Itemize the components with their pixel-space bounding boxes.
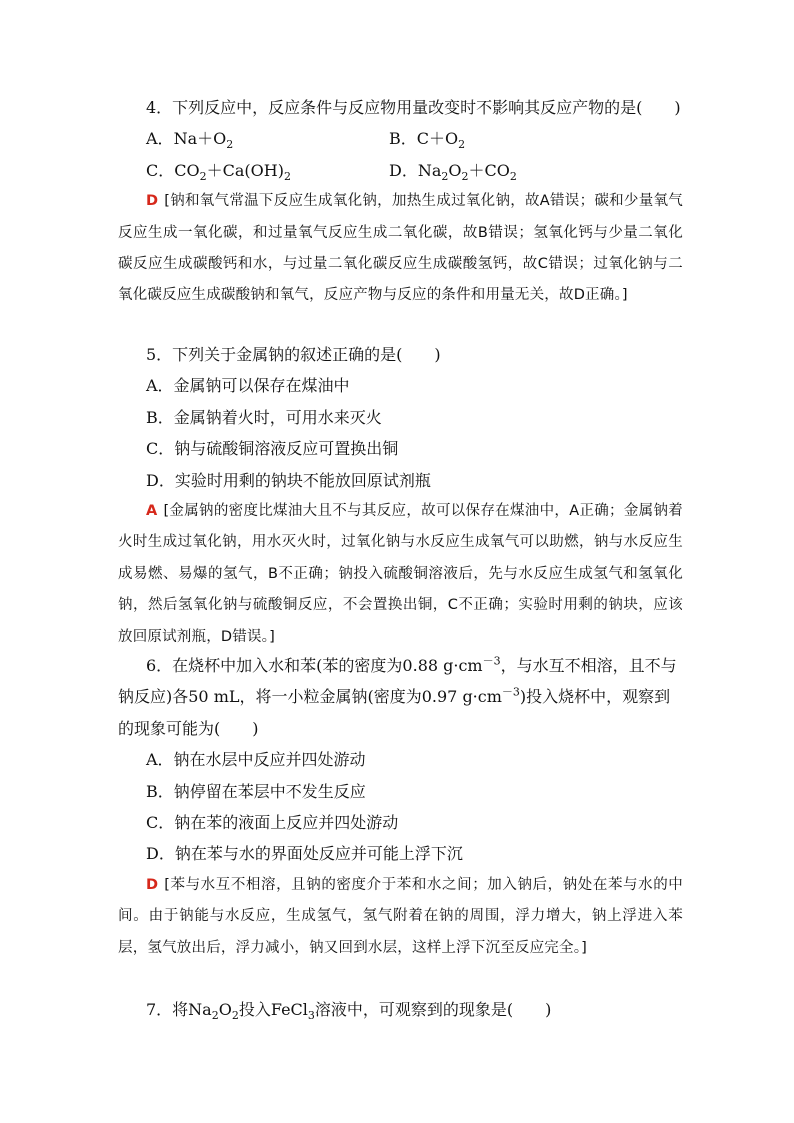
q4-option-a: A．$Na+O_2$ [146, 129, 234, 152]
q6-option-a: A．钠在水层中反应并四处游动 [146, 750, 366, 770]
q4-option-b: B．$C+O_2$ [389, 129, 466, 152]
question-4 [118, 92, 683, 312]
q6-option-b: B．钠停留在苯层中不发生反应 [146, 781, 366, 801]
q5-option-c: C．钠与硫酸铜溶液反应可置换出铜 [146, 439, 399, 459]
q4-answer-text: [钠和氧气常温下反应生成氧化钠，加热生成过氧化钠，故A错误；碳和少量氧气反应生成一氧化碳，和过量氧气反应生成二氧化碳，故B错误；氢氧化钙与少量二氧化碳反应生成碳酸钙和水，与过量二氧化碳反应生成碳酸氢钙，故C错误；过氧化钠与二氧化碳反应生成碳酸钠和氧气，反应产物与反应的条件和用量无关，故D正确。] [118, 193, 683, 304]
question-4-stem: 4．下列反应中，反应条件与反应物用量改变时不影响其反应产物的是( ) [146, 98, 681, 117]
q6-option-d: D．钠在苯与水的界面处反应并可能上浮下沉 [146, 844, 463, 864]
question-7-stem: 7．将$Na_2O_2$投入FeCl$_3$溶液中，可观察到的现象是( ) [146, 1000, 552, 1023]
q5-option-b: B．金属钠着火时，可用水来灭火 [146, 407, 382, 427]
q5-answer-text: [金属钠的密度比煤油大且不与其反应，故可以保存在煤油中，A正确；金属钠着火时生成过氧化钠，用水灭火时，过氧化钠与水反应生成氧气可以助燃，钠与水反应生成易燃、易爆的氢气，B不正确；钠投入硫酸铜溶液后，先与水反应生成氢气和氢氧化钠，然后氢氧化钠与硫酸铜反应，不会置换出铜，C不正确；实验时用剩的钠块，应该放回原试剂瓶，D错误。] [118, 502, 683, 645]
question-5-stem: 5．下列关于金属钠的叙述正确的是( ) [146, 345, 441, 364]
q5-option-a: A．金属钠可以保存在煤油中 [146, 376, 350, 396]
q4-answer-explanation [118, 186, 683, 312]
question-6-stem: 6．在烧杯中加入水和苯(苯的密度为0.88 $g\cdot cm^{-3}$，与水互不相溶，且不与钠反应)各50 mL，将一小粒金属钠(密度为0.97 $g\cdot cm^{-3}$)投入烧杯中，观察到的现象可能为( ) [118, 654, 677, 738]
q5-answer-key: A [146, 502, 158, 519]
q5-option-d: D．实验时用剩的钠块不能放回原试剂瓶 [146, 470, 431, 490]
q6-option-c: C．钠在苯的液面上反应并四处游动 [146, 813, 399, 832]
question-6 [118, 650, 683, 964]
q6-answer-explanation [118, 870, 683, 964]
question-7 [118, 994, 683, 1025]
q6-answer-text: [苯与水互不相溶，且钠的密度介于苯和水之间；加入钠后，钠处在苯与水的中间。由于钠能与水反应，生成氢气，氢气附着在钠的周围，浮力增大，钠上浮进入苯层，氢气放出后，浮力减小，钠又回到水层，这样上浮下沉至反应完全。] [118, 876, 683, 956]
q4-option-c: C．$CO_2+Ca(OH)_2$ [146, 160, 291, 183]
q4-answer-key: D [146, 193, 159, 210]
q4-option-d: D．$Na_2O_2+CO_2$ [389, 160, 517, 183]
q6-answer-key: D [146, 876, 159, 893]
question-5 [118, 339, 683, 653]
q5-answer-explanation [118, 496, 683, 653]
